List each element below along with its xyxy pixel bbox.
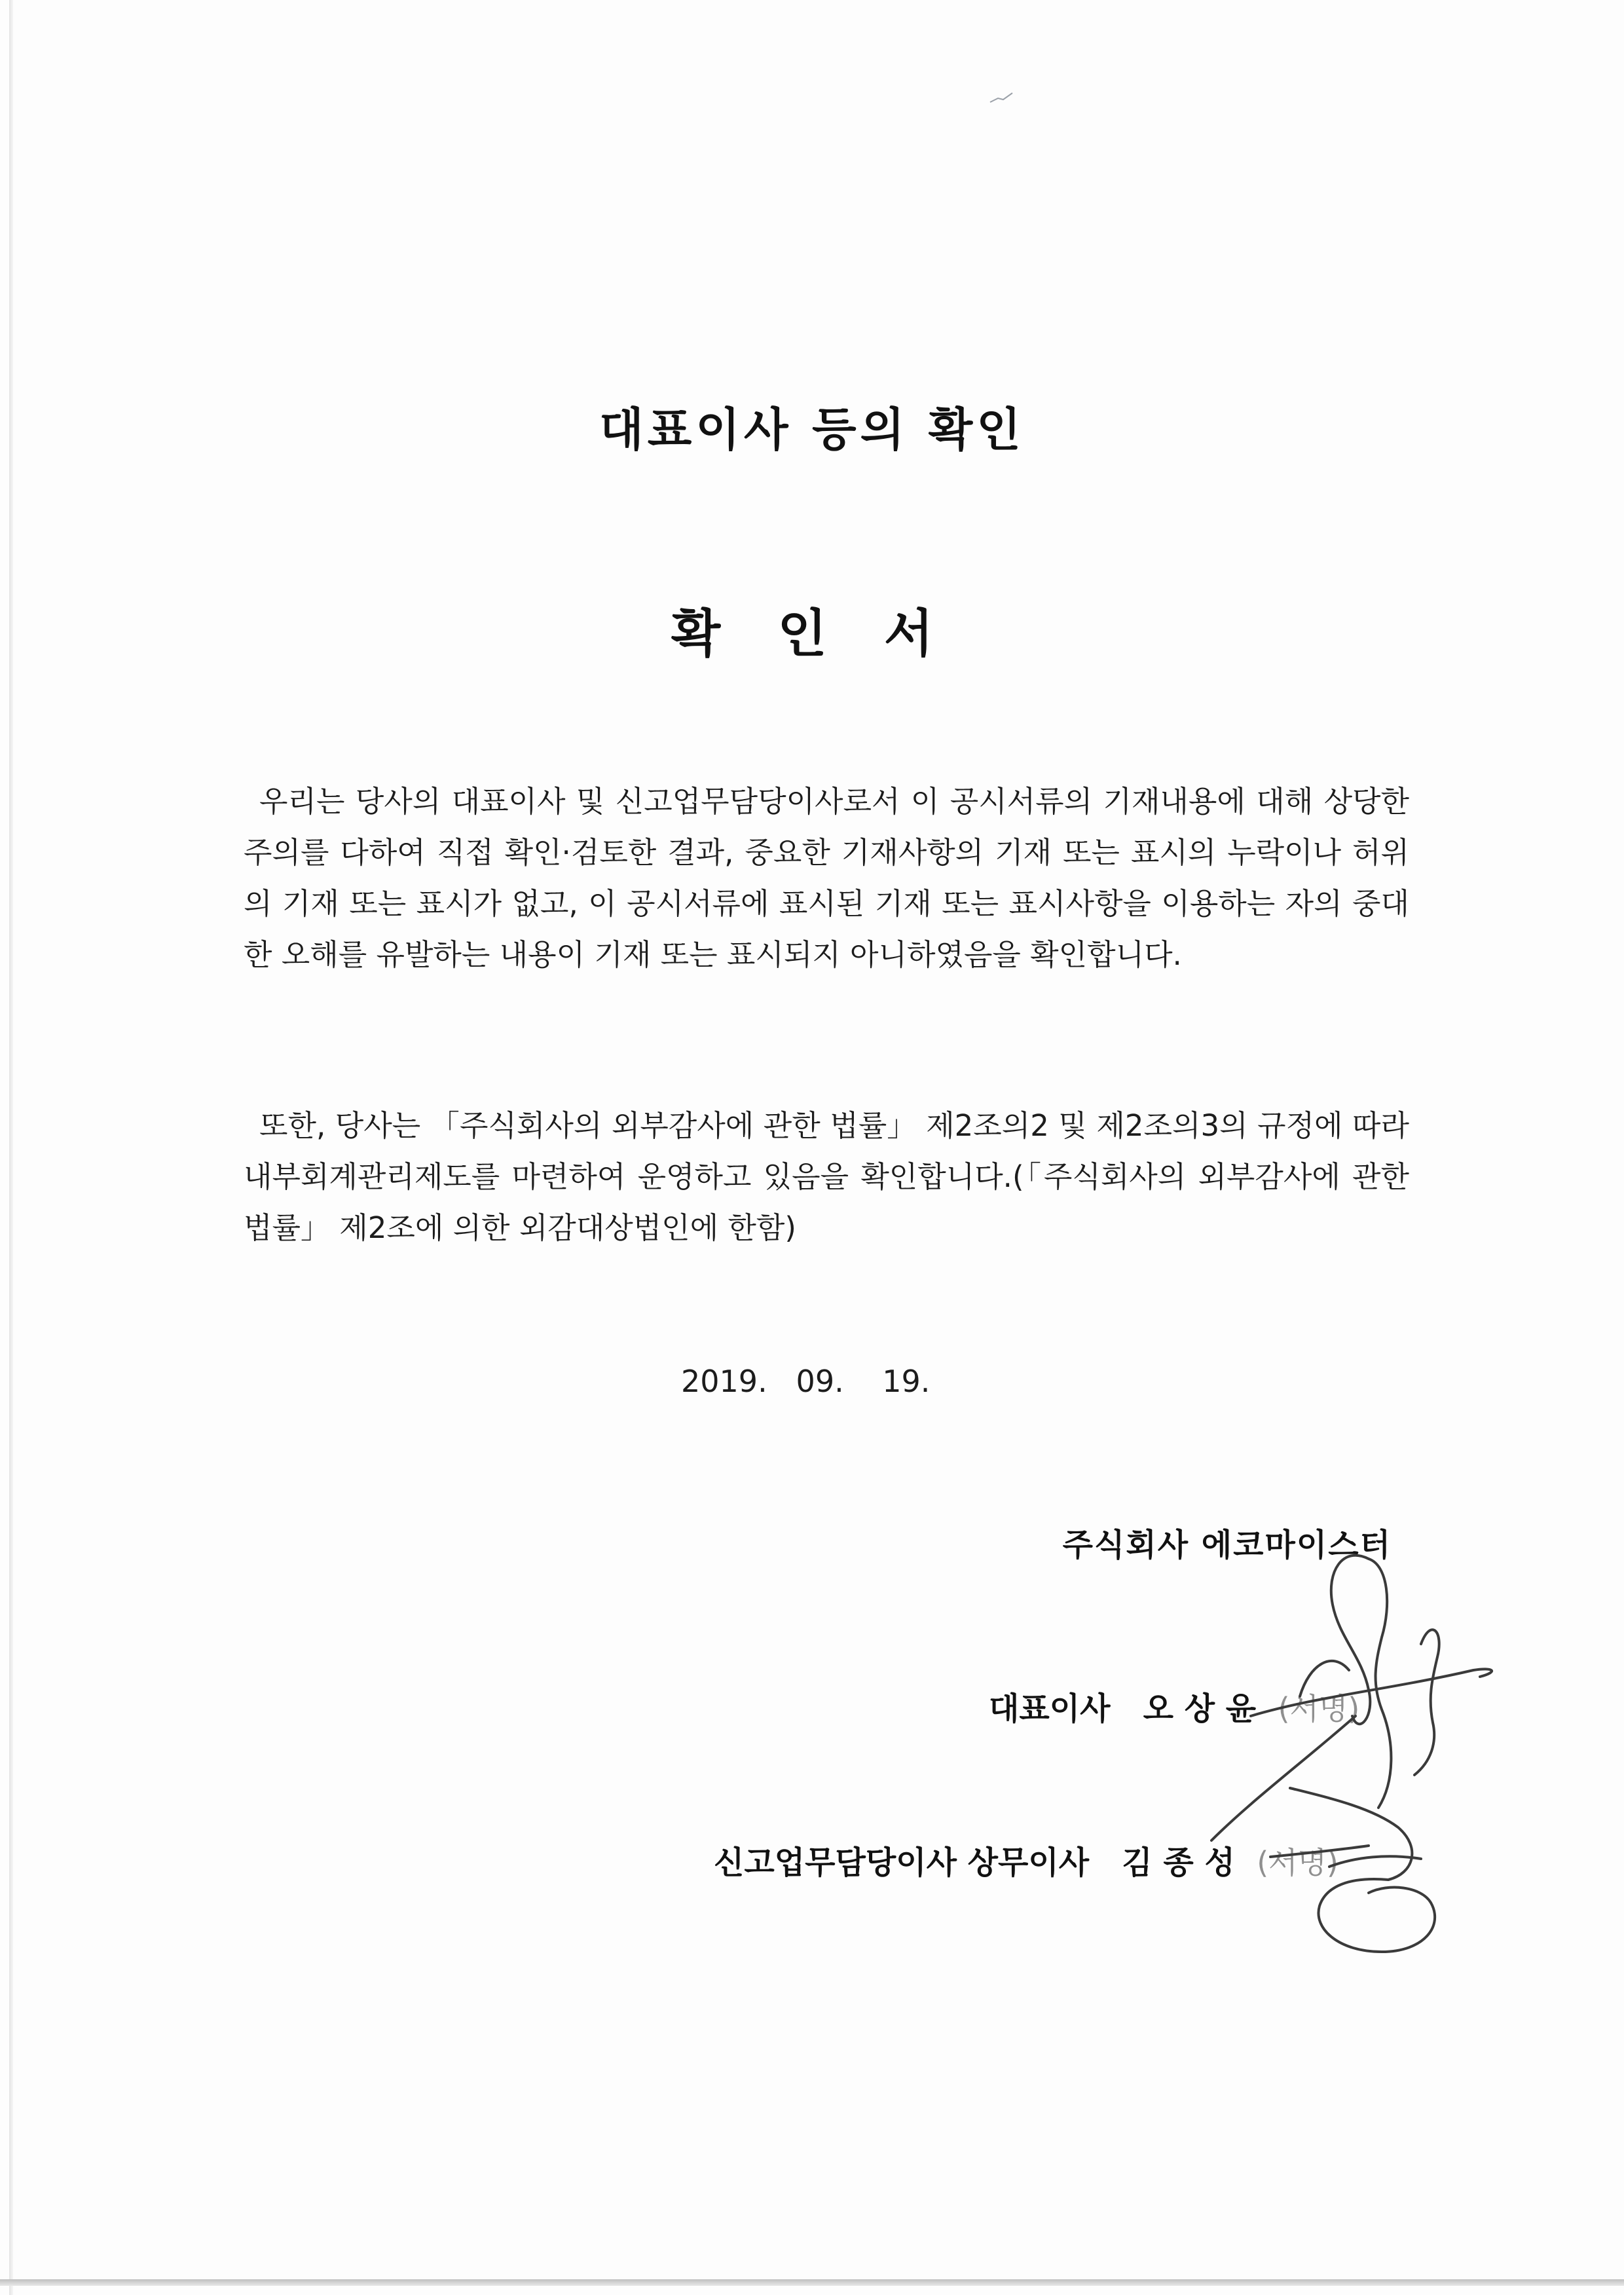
signatory-disclosure-officer-title: 신고업무담당이사 상무이사 [714,1844,1090,1881]
confirmation-paragraph-1: 우리는 당사의 대표이사 및 신고업무담당이사로서 이 공시서류의 기재내용에 대해 상당한 주의를 다하여 직접 확인·검토한 결과, 중요한 기재사항의 기재 또는 표시의 누락이나 허위의 기재 또는 표시가 없고, 이 공시서류에 표시된 기재 또는 표시사항을 이용하는 자의 중대한 오해를 유발하는 내용이 기재 또는 표시되지 아니하였음을 확인합니다. [244,784,1409,972]
signatory-ceo-title: 대표이사 [989,1690,1111,1727]
scan-speck-mark [989,92,1015,105]
signatory-disclosure-officer-seal-label: (서명) [1257,1845,1338,1880]
confirmation-paragraph-2: 또한, 당사는 「주식회사의 외부감사에 관한 법률」 제2조의2 및 제2조의3의 규정에 따라 내부회계관리제도를 마련하여 운영하고 있음을 확인합니다.(「주식회사의 외부감사에 관한 법률」 제2조에 의한 외감대상법인에 한함) [244,1108,1409,1245]
signatory-ceo-name: 오 상 윤 [1143,1690,1257,1727]
handwritten-signature [1172,1500,1513,1998]
signatory-disclosure-officer-name: 김 종 성 [1122,1844,1235,1881]
scan-bottom-edge [0,2279,1624,2286]
document-subheading: 확 인 서 [671,605,953,663]
signatory-ceo-seal-label: (서명) [1278,1691,1360,1726]
document-date: 2019. 09. 19. [681,1364,931,1399]
document-heading: 대표이사 등의 확인 [599,403,1025,457]
scan-left-edge [9,0,13,2295]
company-name: 주식회사 에코마이스터 [1062,1527,1392,1563]
